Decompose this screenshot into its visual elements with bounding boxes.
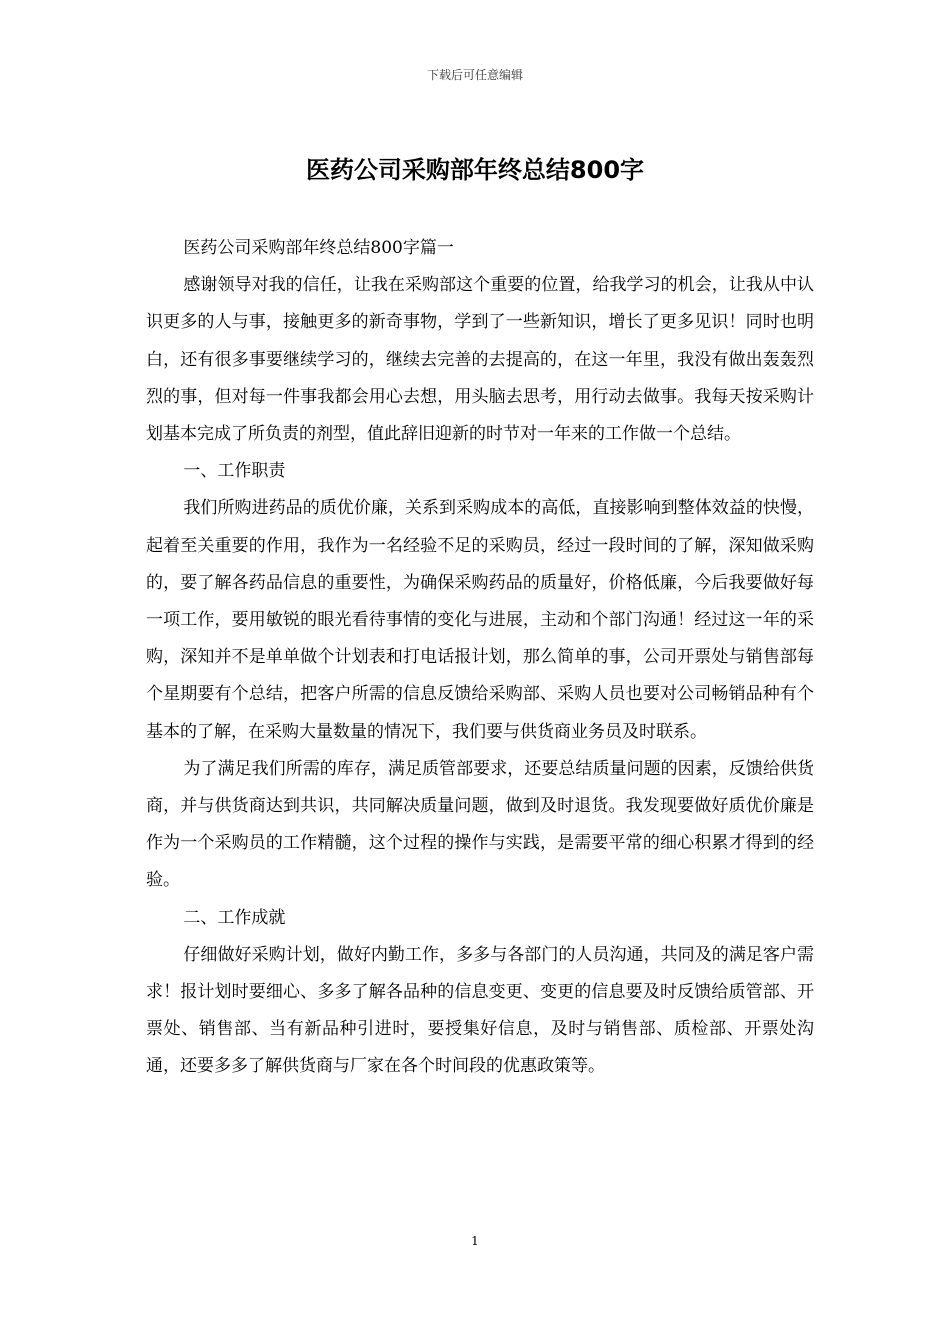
section-heading-job-duties: 一、工作职责 xyxy=(183,461,286,482)
paragraph-intro: 感谢领导对我的信任，让我在采购部这个重要的位置，给我学习的机会，让我从中认识更多的人与事，接触更多的新奇事物，学到了一些新知识，增长了更多见识！同时也明白，还有很多事要继续学习的，继续去完善的去提高的，在这一年里，我没有做出轰轰烈烈的事，但对每一件事我都会用心去想，用头脑去思考，用行动去做事。我每天按采购计划基本完成了所负责的剂型，值此辞旧迎新的时节对一年来的工作做一个总结。 xyxy=(146,275,814,445)
page-number: 1 xyxy=(471,1234,479,1248)
header-note: 下载后可任意编辑 xyxy=(426,68,523,82)
document-body xyxy=(146,230,814,1086)
section-heading-achievements: 二、工作成就 xyxy=(183,907,286,928)
document-title: 医药公司采购部年终总结800字 xyxy=(305,156,645,184)
paragraph-inventory: 为了满足我们所需的库存，满足质管部要求，还要总结质量问题的因素，反馈给供货商，并与供货商达到共识，共同解决质量问题，做到及时退货。我发现要做好质优价廉是作为一个采购员的工作精髓，这个过程的操作与实践，是需要平常的细心积累才得到的经验。 xyxy=(146,758,814,891)
paragraph-job-duties: 我们所购进药品的质优价廉，关系到采购成本的高低，直接影响到整体效益的快慢，起着至关重要的作用，我作为一名经验不足的采购员，经过一段时间的了解，深知做采购的，要了解各药品信息的重要性，为确保采购药品的质量好，价格低廉，今后我要做好每一项工作，要用敏锐的眼光看待事情的变化与进展，主动和个部门沟通！经过这一年的采购，深知并不是单单做个计划表和打电话报计划，那么简单的事，公司开票处与销售部每个星期要有个总结，把客户所需的信息反馈给采购部、采购人员也要对公司畅销品种有个基本的了解，在采购大量数量的情况下，我们要与供货商业务员及时联系。 xyxy=(146,498,814,742)
section-heading-part-one: 医药公司采购部年终总结800字篇一 xyxy=(183,238,454,258)
paragraph-achievements: 仔细做好采购计划，做好内勤工作，多多与各部门的人员沟通，共同及的满足客户需求！报计划时要细心、多多了解各品种的信息变更、变更的信息要及时反馈给质管部、开票处、销售部、当有新品种引进时，要授集好信息，及时与销售部、质检部、开票处沟通，还要多多了解供货商与厂家在各个时间段的优惠政策等。 xyxy=(146,944,814,1077)
